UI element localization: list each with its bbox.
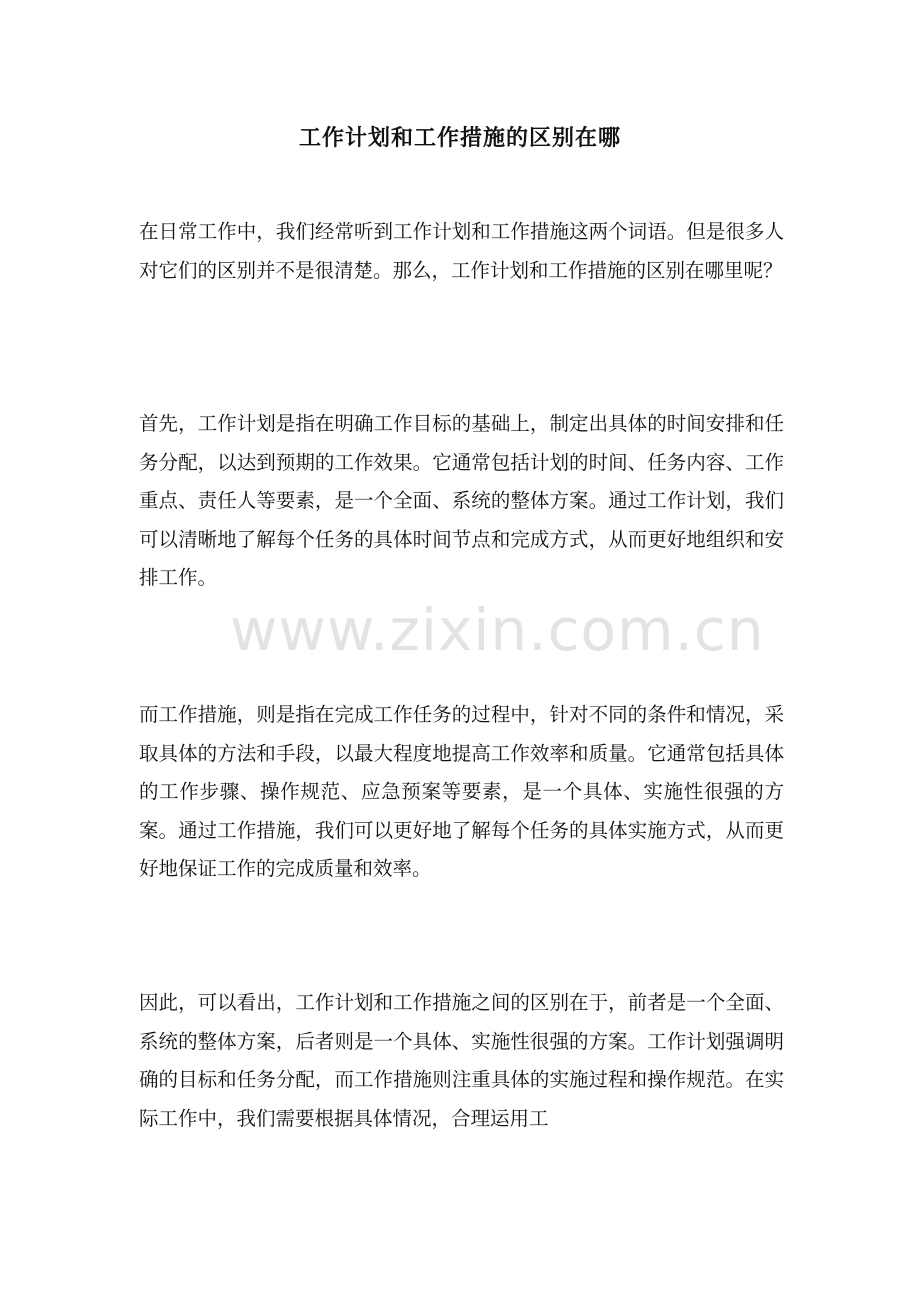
watermark: www.zixin.com.cn — [230, 596, 765, 664]
paragraph-work-plan: 首先，工作计划是指在明确工作目标的基础上，制定出具体的时间安排和任务分配，以达到预期的工作效果。它通常包括计划的时间、任务内容、工作重点、责任人等要素，是一个全面、系统的整体方案。通过工作计划，我们可以清晰地了解每个任务的具体时间节点和完成方式，从而更好地组织和安排工作。 — [139, 412, 784, 590]
paragraph-work-measures: 而工作措施，则是指在完成工作任务的过程中，针对不同的条件和情况，采取具体的方法和手段，以最大程度地提高工作效率和质量。它通常包括具体的工作步骤、操作规范、应急预案等要素，是一个具体、实施性很强的方案。通过工作措施，我们可以更好地了解每个任务的具体实施方式，从而更好地保证工作的完成质量和效率。 — [139, 703, 784, 881]
document-title: 工作计划和工作措施的区别在哪 — [298, 125, 621, 151]
paragraph-intro: 在日常工作中，我们经常听到工作计划和工作措施这两个词语。但是很多人对它们的区别并不是很清楚。那么，工作计划和工作措施的区别在哪里呢？ — [139, 220, 784, 282]
paragraph-conclusion: 因此，可以看出，工作计划和工作措施之间的区别在于，前者是一个全面、系统的整体方案，后者则是一个具体、实施性很强的方案。工作计划强调明确的目标和任务分配，而工作措施则注重具体的实施过程和操作规范。在实际工作中，我们需要根据具体情况，合理运用工 — [139, 991, 784, 1130]
